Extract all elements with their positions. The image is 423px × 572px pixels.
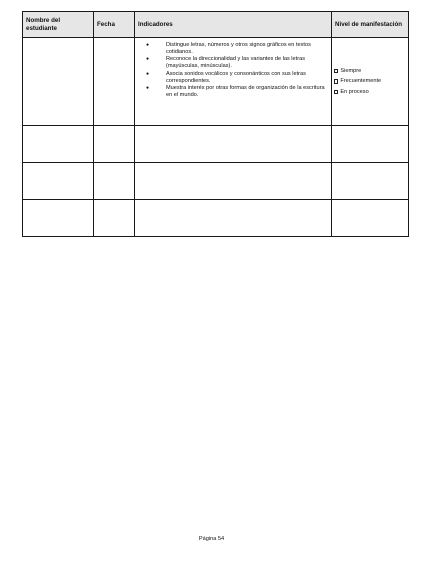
- level-option-frecuentemente[interactable]: [334, 76, 408, 87]
- level-option-label: Siempre: [340, 67, 362, 74]
- page-number: Página 54: [198, 536, 225, 542]
- level-option-label: En proceso: [340, 88, 369, 95]
- empty-cell[interactable]: [135, 200, 332, 237]
- level-option-label: Frecuentemente: [340, 78, 382, 85]
- empty-cell[interactable]: [135, 163, 332, 200]
- empty-cell[interactable]: [94, 163, 135, 200]
- indicator-text: Distingue letras, números y otros signos gráficos en textos cotidianos.: [166, 42, 311, 55]
- list-item: [146, 85, 329, 98]
- empty-cell[interactable]: [332, 126, 409, 163]
- indicator-text: Reconoce la direccionalidad y las variantes de las letras (mayúsculas, minúsculas).: [166, 56, 305, 70]
- table-header-row: [23, 12, 409, 38]
- bullet-icon: ●: [146, 42, 150, 48]
- level-options: [332, 66, 408, 98]
- header-indicators: Indicadores: [135, 12, 332, 38]
- empty-cell[interactable]: [332, 200, 409, 237]
- evaluation-table: [22, 11, 409, 237]
- empty-checkbox-icon[interactable]: [334, 69, 338, 73]
- level-cell: [332, 38, 409, 126]
- header-level: Nivel de manifestación: [332, 12, 409, 38]
- empty-cell[interactable]: [23, 200, 94, 237]
- empty-checkbox-icon[interactable]: [334, 90, 338, 94]
- indicator-text: Muestra interés por otras formas de organización de la escritura en el mundo.: [166, 85, 325, 99]
- list-item: [146, 42, 329, 55]
- list-item: [146, 56, 329, 69]
- indicators-cell: [135, 38, 332, 126]
- table-row: [23, 38, 409, 126]
- bullet-icon: ●: [146, 85, 150, 92]
- header-student-name: Nombre del estudiante: [23, 12, 94, 38]
- level-option-en-proceso[interactable]: [334, 87, 408, 98]
- header-date: Fecha: [94, 12, 135, 38]
- table-row: [23, 163, 409, 200]
- empty-checkbox-icon[interactable]: [334, 79, 338, 83]
- empty-cell[interactable]: [94, 200, 135, 237]
- table-row: [23, 200, 409, 237]
- indicator-list: [135, 38, 331, 99]
- date-cell: [94, 38, 135, 126]
- empty-cell[interactable]: [332, 163, 409, 200]
- list-item: [146, 71, 329, 84]
- empty-cell[interactable]: [135, 126, 332, 163]
- bullet-icon: ●: [146, 56, 150, 63]
- student-name-cell: [23, 38, 94, 126]
- table-row: [23, 126, 409, 163]
- empty-cell[interactable]: [23, 126, 94, 163]
- empty-cell[interactable]: [94, 126, 135, 163]
- empty-cell[interactable]: [23, 163, 94, 200]
- bullet-icon: ●: [146, 70, 150, 77]
- level-option-siempre[interactable]: [334, 66, 408, 77]
- indicator-text: Asocia sonidos vocálicos y consonánticos con sus letras correspondientes.: [166, 70, 306, 84]
